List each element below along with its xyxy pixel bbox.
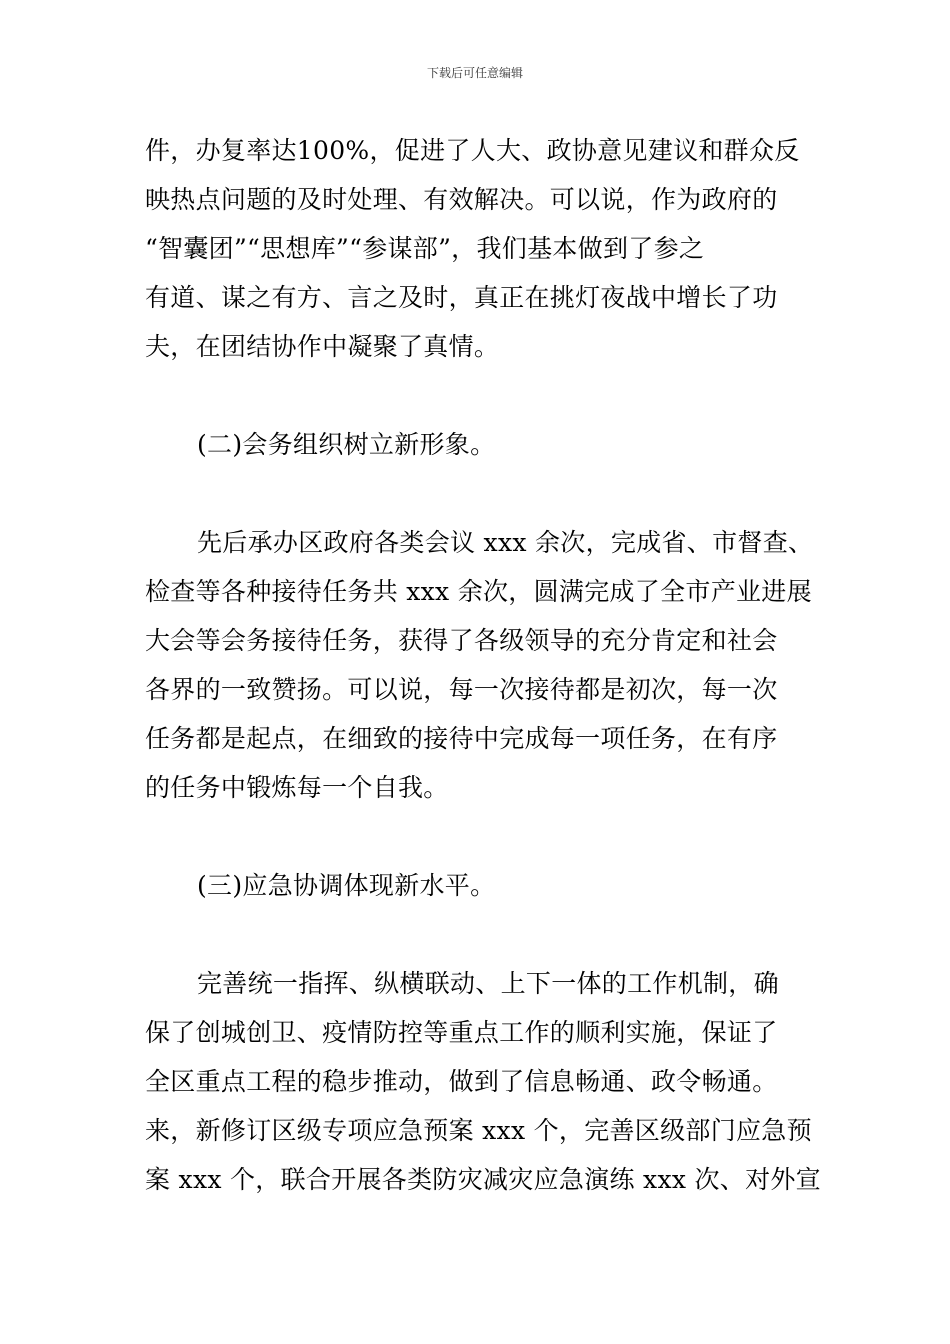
paragraph-conference-organization	[145, 518, 814, 812]
heading-line: (二)会务组织树立新形象。	[197, 430, 496, 459]
paragraph-spacer	[145, 812, 810, 861]
heading-line: (三)应急协调体现新水平。	[197, 871, 496, 900]
text-line: 大会等会务接待任务，获得了各级领导的充分肯定和社会	[145, 626, 778, 655]
text-line: 件，办复率达100%，促进了人大、政协意见建议和群众反	[145, 136, 800, 165]
text-line: 映热点问题的及时处理、有效解决。可以说，作为政府的	[145, 185, 778, 214]
text-line: 来，新修订区级专项应急预案 xxx 个，完善区级部门应急预	[145, 1116, 812, 1145]
paragraph-emergency-coordination	[145, 959, 821, 1204]
paragraph-spacer	[145, 469, 810, 518]
text-line: 任务都是起点，在细致的接待中完成每一项任务，在有序	[145, 724, 778, 753]
section-heading-3	[145, 861, 810, 910]
paragraph-spacer	[145, 910, 810, 959]
text-line: 案 xxx 个，联合开展各类防灾减灾应急演练 xxx 次、对外宣	[145, 1165, 821, 1194]
text-line: “智囊团”“思想库”“参谋部”，我们基本做到了参之	[145, 234, 705, 263]
text-line: 先后承办区政府各类会议 xxx 余次，完成省、市督查、	[197, 528, 814, 557]
page-header: 下载后可任意编辑	[426, 66, 523, 80]
text-line: 有道、谋之有方、言之及时，真正在挑灯夜战中增长了功	[145, 283, 778, 312]
paragraph-spacer	[145, 371, 810, 420]
document-body	[145, 126, 821, 1204]
text-line: 检查等各种接待任务共 xxx 余次，圆满完成了全市产业进展	[145, 577, 812, 606]
text-line: 全区重点工程的稳步推动，做到了信息畅通、政令畅通。	[145, 1067, 778, 1096]
text-line: 完善统一指挥、纵横联动、上下一体的工作机制，确	[197, 969, 779, 998]
text-line: 的任务中锻炼每一个自我。	[145, 773, 449, 802]
section-heading-2	[145, 420, 810, 469]
text-line: 保了创城创卫、疫情防控等重点工作的顺利实施，保证了	[145, 1018, 778, 1047]
text-line: 夫，在团结协作中凝聚了真情。	[145, 332, 500, 361]
text-line: 各界的一致赞扬。可以说，每一次接待都是初次，每一次	[145, 675, 778, 704]
paragraph-review-results	[145, 126, 810, 371]
